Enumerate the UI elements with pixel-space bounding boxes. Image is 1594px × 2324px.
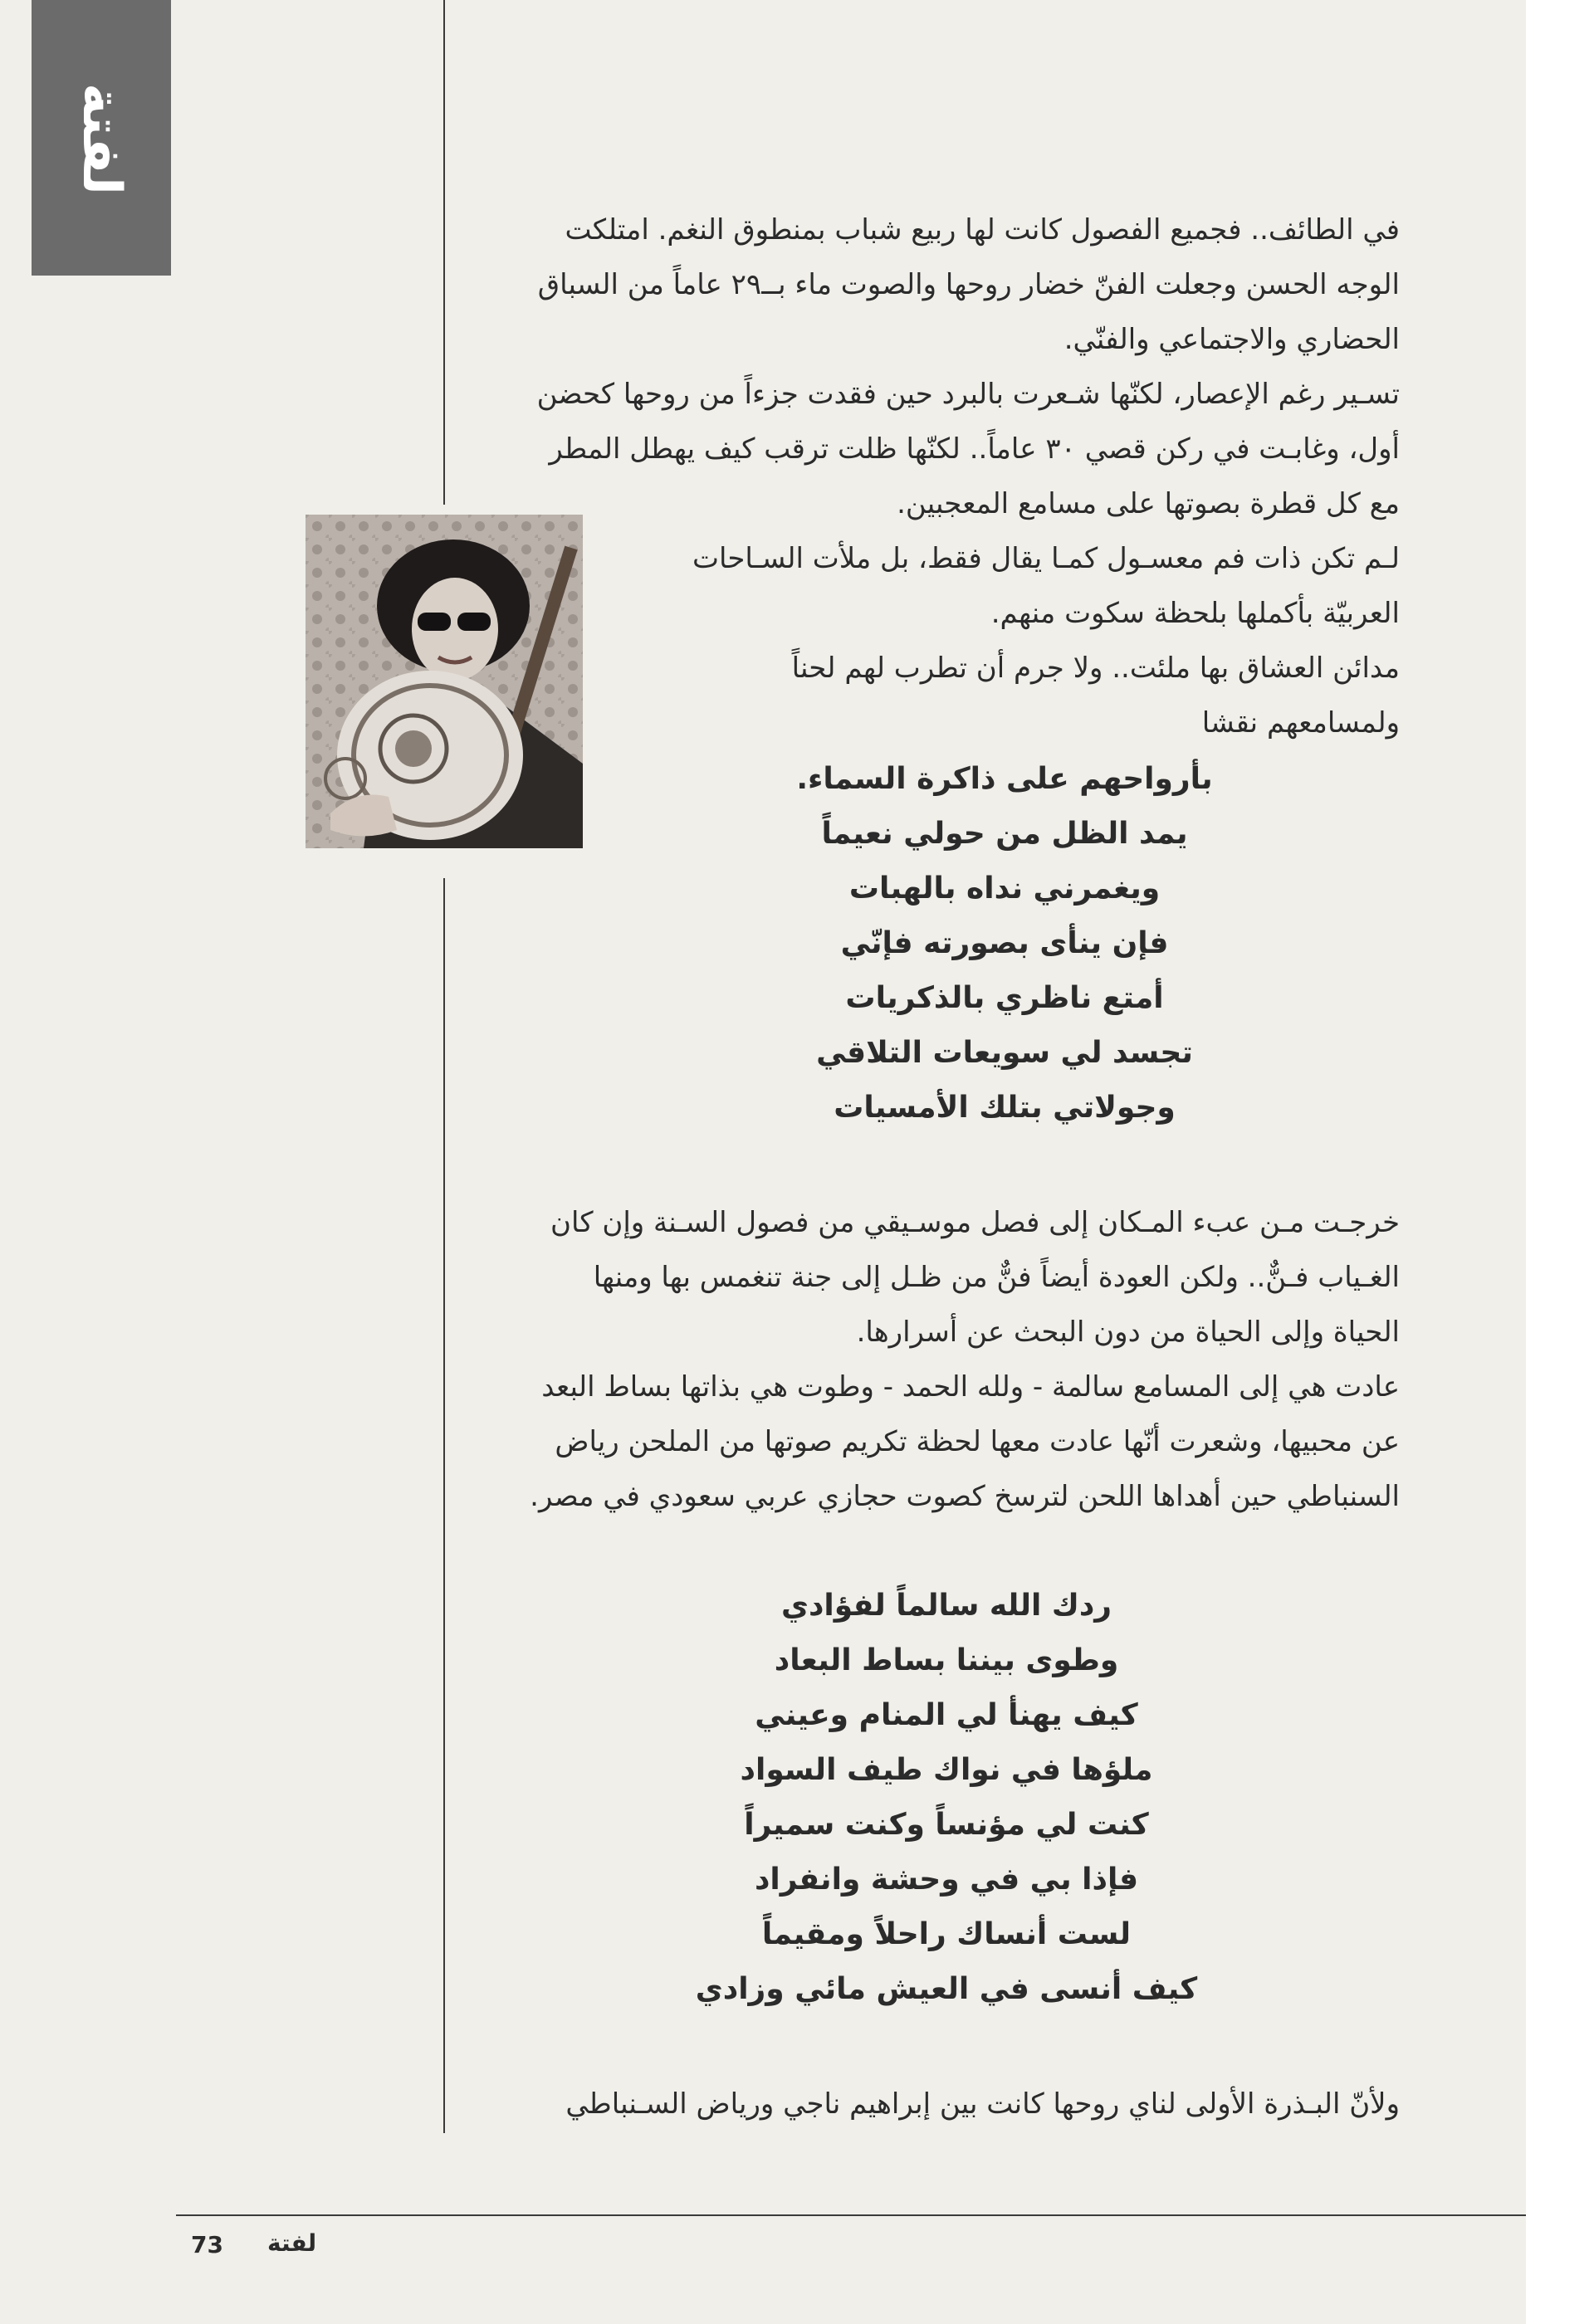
verse-line: كنت لي مؤنساً وكنت سميراً — [744, 1808, 1149, 1842]
text-line: ولمسامعهم نقشا — [1201, 706, 1400, 740]
verse-line: أمتع ناظري بالذكريات — [845, 981, 1164, 1015]
scan-margin — [1526, 0, 1594, 2324]
paragraph-6 — [565, 2077, 1400, 2131]
verse-line: كيف أنسى في العيش مائي وزادي — [695, 1972, 1198, 2006]
verse-line: لست أنساك راحلاً ومقيماً — [761, 1917, 1132, 1951]
poem-verse-1 — [747, 752, 1262, 1135]
singer-photo — [306, 515, 583, 848]
text-line: عادت هي إلى المسامع سالمة - ولله الحمد - وطوت هي بذاتها بساط البعد — [541, 1370, 1400, 1404]
column-divider-top — [443, 0, 445, 505]
page-number: 73 — [191, 2231, 223, 2258]
verse-line: فإذا بي في وحشة وانفراد — [754, 1863, 1139, 1897]
text-line: خرجـت مـن عبء المـكان إلى فصل موسـيقي من فصول السـنة وإن كان — [550, 1206, 1400, 1239]
verse-line: ملؤها في نواك طيف السواد — [740, 1753, 1153, 1787]
text-line: الحياة وإلى الحياة من دون البحث عن أسرارها. — [856, 1316, 1400, 1349]
text-line: السنباطي حين أهداها اللحن لترسخ كصوت حجازي عربي سعودي في مصر. — [530, 1480, 1400, 1513]
verse-line: وطوى بيننا بساط البعاد — [774, 1643, 1119, 1677]
verse-line: ردك الله سالماً لفؤادي — [780, 1589, 1112, 1623]
verse-line: وجولاتي بتلك الأمسيات — [834, 1091, 1176, 1125]
text-line: العربيّة بأكملها بلحظة سكوت منهم. — [990, 597, 1400, 630]
text-line: مدائن العشاق بها ملئت.. ولا جرم أن تطرب لهم لحناً — [791, 652, 1400, 685]
verse-line: ويغمرني نداه بالهبات — [848, 872, 1161, 906]
singer-with-oud-picture — [306, 515, 583, 848]
verse-line: بأرواحهم على ذاكرة السماء. — [796, 762, 1213, 796]
verse-line: فإن ينأى بصورته فإنّي — [840, 926, 1169, 960]
text-line: ولأنّ البـذرة الأولى لناي روحها كانت بين إبراهيم ناجي ورياض السـنباطي — [565, 2087, 1400, 2121]
verse-line: كيف يهنأ لي المنام وعيني — [755, 1698, 1138, 1732]
verse-line: تجسد لي سويعات التلاقي — [816, 1036, 1193, 1070]
paragraph-1 — [538, 203, 1400, 367]
text-line: لـم تكن ذات فم معسـول كمـا يقال فقط، بل ملأت السـاحات — [692, 542, 1400, 575]
footer-magazine-name: لفتة — [267, 2229, 317, 2257]
text-line: تسـير رغم الإعصار، لكنّها شـعرت بالبرد حين فقدت جزءاً من روحها كحضن — [536, 378, 1400, 411]
column-divider-bottom — [443, 878, 445, 2133]
text-line: مع كل قطرة بصوتها على مسامع المعجبين. — [897, 487, 1400, 520]
text-line: الحضاري والاجتماعي والفنّي. — [1063, 323, 1400, 356]
footer-rule — [176, 2214, 1526, 2216]
paragraph-5 — [530, 1360, 1400, 1524]
paragraph-2 — [537, 367, 1400, 531]
text-line: الغـياب فـنٌّ.. ولكن العودة أيضاً فنٌّ من ظـل إلى جنة تنغمس بها ومنها — [593, 1261, 1400, 1294]
text-line: في الطائف.. فجميع الفصول كانت لها ربيع شباب بمنطوق النغم. امتلكت — [565, 213, 1400, 247]
section-tab — [32, 0, 171, 276]
text-line: الوجه الحسن وجعلت الفنّ خضار روحها والصوت ماء بــ٢٩ عاماً من السباق — [537, 268, 1400, 301]
text-line: عن محبيها، وشعرت أنّها عادت معها لحظة تكريم صوتها من الملحن رياض — [555, 1425, 1400, 1458]
paragraph-4 — [550, 1195, 1400, 1360]
poem-verse-2 — [689, 1579, 1204, 2017]
text-line: أول، وغابـت في ركن قصي ٣٠ عاماً.. لكنّها ظلت ترقب كيف يهطل المطر — [549, 432, 1400, 466]
verse-line: يمد الظل من حولي نعيماً — [821, 817, 1188, 851]
section-tab-label: لفتة — [71, 83, 132, 196]
paragraph-3 — [692, 531, 1400, 750]
